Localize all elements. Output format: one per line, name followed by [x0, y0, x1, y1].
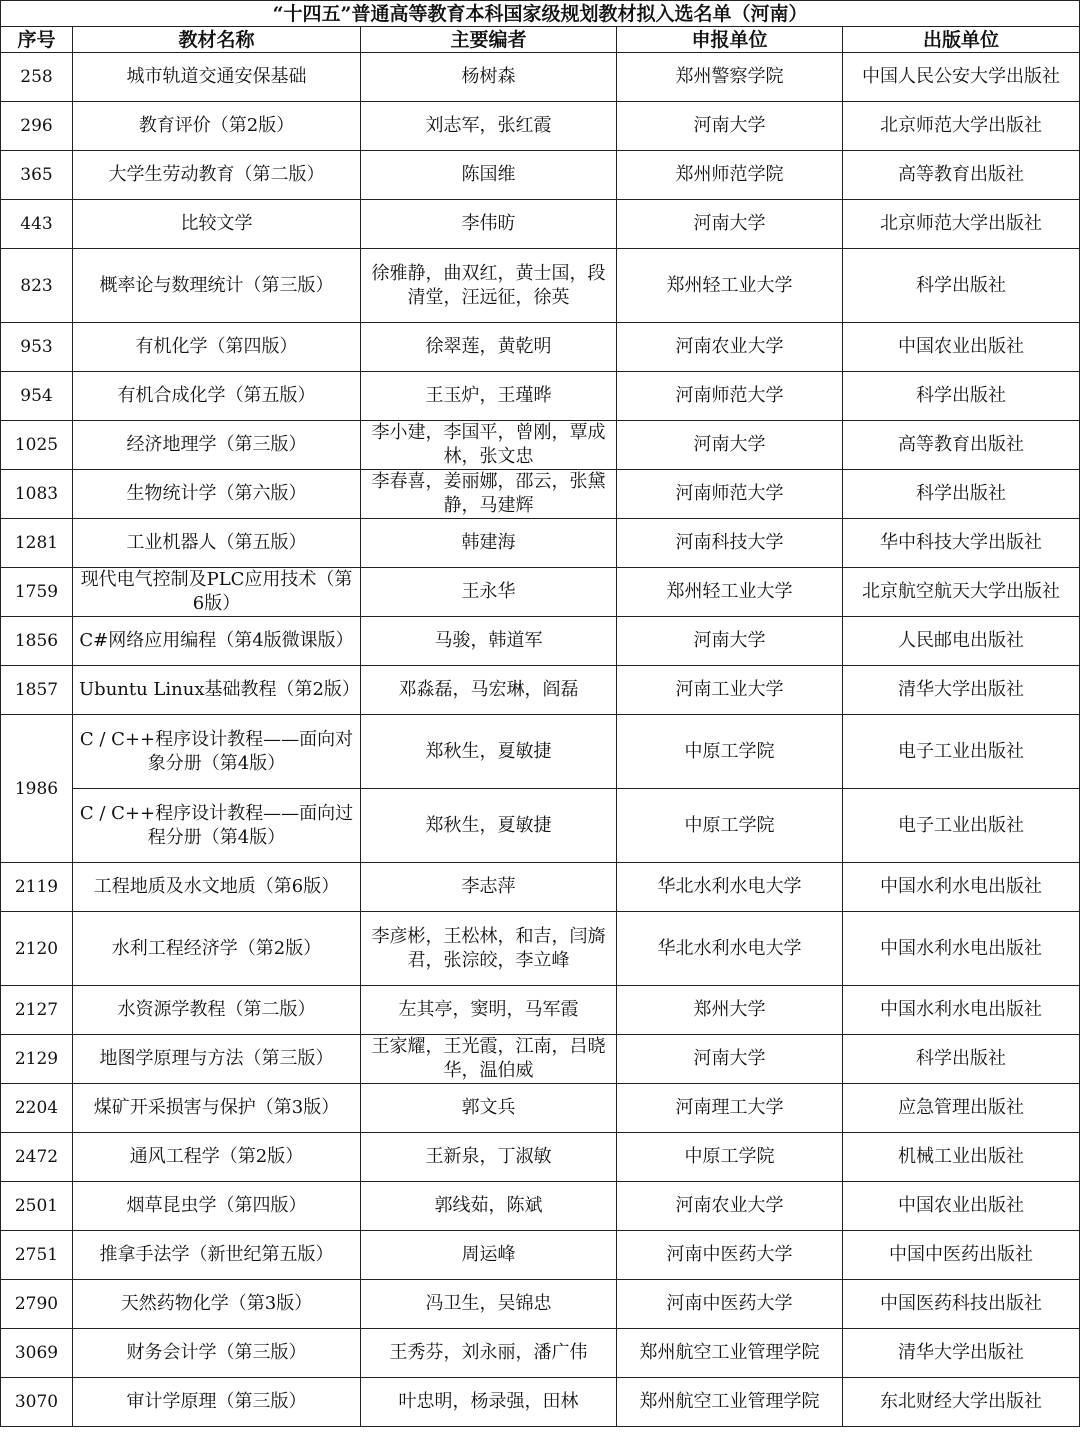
unit-cell: 中原工学院 [617, 715, 843, 789]
serial-cell: 1083 [1, 470, 73, 519]
table-row [1, 986, 1080, 1035]
serial-cell: 1025 [1, 421, 73, 470]
press-cell: 中国农业出版社 [843, 1182, 1080, 1231]
press-cell: 机械工业出版社 [843, 1133, 1080, 1182]
serial-cell: 953 [1, 323, 73, 372]
editors-cell: 杨树森 [361, 53, 617, 102]
unit-cell: 河南大学 [617, 421, 843, 470]
unit-cell: 华北水利水电大学 [617, 912, 843, 986]
editors-cell: 徐翠莲，黄乾明 [361, 323, 617, 372]
serial-cell: 365 [1, 151, 73, 200]
press-cell: 科学出版社 [843, 372, 1080, 421]
editors-cell: 郭线茹，陈斌 [361, 1182, 617, 1231]
serial-cell: 2790 [1, 1280, 73, 1329]
name-cell: 城市轨道交通安保基础 [73, 53, 361, 102]
name-cell: 概率论与数理统计（第三版） [73, 249, 361, 323]
editors-cell: 刘志军，张红霞 [361, 102, 617, 151]
table-row [1, 912, 1080, 986]
serial-cell: 2472 [1, 1133, 73, 1182]
name-cell: C / C++程序设计教程——面向对象分册（第4版） [73, 715, 361, 789]
unit-cell: 河南科技大学 [617, 519, 843, 568]
table-row [1, 470, 1080, 519]
unit-cell: 中原工学院 [617, 1133, 843, 1182]
press-cell: 人民邮电出版社 [843, 617, 1080, 666]
editors-cell: 马骏，韩道军 [361, 617, 617, 666]
serial-cell: 296 [1, 102, 73, 151]
unit-cell: 河南大学 [617, 102, 843, 151]
table-row [1, 519, 1080, 568]
header-serial: 序号 [1, 27, 73, 53]
table-row [1, 863, 1080, 912]
table-row [1, 102, 1080, 151]
press-cell: 高等教育出版社 [843, 421, 1080, 470]
editors-cell: 王秀芬，刘永丽，潘广伟 [361, 1329, 617, 1378]
serial-cell: 258 [1, 53, 73, 102]
name-cell: 比较文学 [73, 200, 361, 249]
name-cell: 生物统计学（第六版） [73, 470, 361, 519]
editors-cell: 王永华 [361, 568, 617, 617]
press-cell: 科学出版社 [843, 249, 1080, 323]
editors-cell: 周运峰 [361, 1231, 617, 1280]
unit-cell: 郑州航空工业管理学院 [617, 1378, 843, 1427]
name-cell: 工业机器人（第五版） [73, 519, 361, 568]
table-row [1, 1035, 1080, 1084]
name-cell: C#网络应用编程（第4版微课版） [73, 617, 361, 666]
table-row [1, 789, 1080, 863]
serial-cell: 954 [1, 372, 73, 421]
table-row [1, 1378, 1080, 1427]
table-row [1, 372, 1080, 421]
serial-cell: 2129 [1, 1035, 73, 1084]
page-title: “十四五”普通高等教育本科国家级规划教材拟入选名单（河南） [1, 1, 1080, 27]
editors-cell: 李春喜，姜丽娜，邵云，张黛静，马建辉 [361, 470, 617, 519]
table-row [1, 1329, 1080, 1378]
press-cell: 东北财经大学出版社 [843, 1378, 1080, 1427]
table-row [1, 53, 1080, 102]
serial-cell: 2501 [1, 1182, 73, 1231]
name-cell: 经济地理学（第三版） [73, 421, 361, 470]
name-cell: 水资源学教程（第二版） [73, 986, 361, 1035]
unit-cell: 河南中医药大学 [617, 1280, 843, 1329]
header-editors: 主要编者 [361, 27, 617, 53]
editors-cell: 郑秋生，夏敏捷 [361, 715, 617, 789]
unit-cell: 河南大学 [617, 1035, 843, 1084]
press-cell: 应急管理出版社 [843, 1084, 1080, 1133]
press-cell: 北京航空航天大学出版社 [843, 568, 1080, 617]
name-cell: Ubuntu Linux基础教程（第2版） [73, 666, 361, 715]
press-cell: 电子工业出版社 [843, 789, 1080, 863]
press-cell: 中国水利水电出版社 [843, 863, 1080, 912]
unit-cell: 华北水利水电大学 [617, 863, 843, 912]
name-cell: 现代电气控制及PLC应用技术（第6版） [73, 568, 361, 617]
unit-cell: 中原工学院 [617, 789, 843, 863]
unit-cell: 郑州大学 [617, 986, 843, 1035]
header-textbook-name: 教材名称 [73, 27, 361, 53]
serial-cell: 3070 [1, 1378, 73, 1427]
name-cell: 大学生劳动教育（第二版） [73, 151, 361, 200]
serial-cell: 1759 [1, 568, 73, 617]
table-row [1, 1133, 1080, 1182]
editors-cell: 李小建，李国平，曾刚，覃成林，张文忠 [361, 421, 617, 470]
table-row [1, 568, 1080, 617]
press-cell: 中国农业出版社 [843, 323, 1080, 372]
table-row [1, 715, 1080, 789]
name-cell: 有机化学（第四版） [73, 323, 361, 372]
unit-cell: 郑州航空工业管理学院 [617, 1329, 843, 1378]
serial-cell: 2751 [1, 1231, 73, 1280]
editors-cell: 冯卫生，吴锦忠 [361, 1280, 617, 1329]
press-cell: 中国水利水电出版社 [843, 986, 1080, 1035]
name-cell: 地图学原理与方法（第三版） [73, 1035, 361, 1084]
name-cell: 工程地质及水文地质（第6版） [73, 863, 361, 912]
unit-cell: 河南理工大学 [617, 1084, 843, 1133]
serial-cell: 2204 [1, 1084, 73, 1133]
press-cell: 中国人民公安大学出版社 [843, 53, 1080, 102]
press-cell: 北京师范大学出版社 [843, 200, 1080, 249]
name-cell: 水利工程经济学（第2版） [73, 912, 361, 986]
name-cell: 审计学原理（第三版） [73, 1378, 361, 1427]
name-cell: 天然药物化学（第3版） [73, 1280, 361, 1329]
serial-cell: 443 [1, 200, 73, 249]
press-cell: 高等教育出版社 [843, 151, 1080, 200]
table-row [1, 151, 1080, 200]
editors-cell: 郑秋生，夏敏捷 [361, 789, 617, 863]
press-cell: 科学出版社 [843, 470, 1080, 519]
table-row [1, 1231, 1080, 1280]
table-row [1, 666, 1080, 715]
unit-cell: 郑州警察学院 [617, 53, 843, 102]
name-cell: C / C++程序设计教程——面向过程分册（第4版） [73, 789, 361, 863]
press-cell: 华中科技大学出版社 [843, 519, 1080, 568]
editors-cell: 王新泉，丁淑敏 [361, 1133, 617, 1182]
serial-cell: 1857 [1, 666, 73, 715]
editors-cell: 王玉炉，王瑾晔 [361, 372, 617, 421]
editors-cell: 叶忠明，杨录强，田林 [361, 1378, 617, 1427]
name-cell: 推拿手法学（新世纪第五版） [73, 1231, 361, 1280]
editors-cell: 王家耀，王光霞，江南，吕晓华，温伯威 [361, 1035, 617, 1084]
unit-cell: 河南大学 [617, 200, 843, 249]
editors-cell: 左其亭，窦明，马军霞 [361, 986, 617, 1035]
unit-cell: 郑州轻工业大学 [617, 568, 843, 617]
header-publisher: 出版单位 [843, 27, 1080, 53]
press-cell: 中国水利水电出版社 [843, 912, 1080, 986]
unit-cell: 郑州师范学院 [617, 151, 843, 200]
table-row [1, 421, 1080, 470]
name-cell: 教育评价（第2版） [73, 102, 361, 151]
unit-cell: 河南师范大学 [617, 372, 843, 421]
name-cell: 煤矿开采损害与保护（第3版） [73, 1084, 361, 1133]
editors-cell: 郭文兵 [361, 1084, 617, 1133]
editors-cell: 李志萍 [361, 863, 617, 912]
press-cell: 中国中医药出版社 [843, 1231, 1080, 1280]
name-cell: 财务会计学（第三版） [73, 1329, 361, 1378]
unit-cell: 河南农业大学 [617, 323, 843, 372]
serial-cell: 2120 [1, 912, 73, 986]
serial-cell: 3069 [1, 1329, 73, 1378]
editors-cell: 李伟昉 [361, 200, 617, 249]
name-cell: 通风工程学（第2版） [73, 1133, 361, 1182]
press-cell: 北京师范大学出版社 [843, 102, 1080, 151]
unit-cell: 河南工业大学 [617, 666, 843, 715]
serial-cell: 2119 [1, 863, 73, 912]
table-row [1, 200, 1080, 249]
editors-cell: 邓淼磊，马宏琳，阎磊 [361, 666, 617, 715]
table-row [1, 1182, 1080, 1231]
unit-cell: 郑州轻工业大学 [617, 249, 843, 323]
serial-cell: 1281 [1, 519, 73, 568]
name-cell: 有机合成化学（第五版） [73, 372, 361, 421]
table-row [1, 1084, 1080, 1133]
table-header-row [1, 27, 1080, 53]
editors-cell: 韩建海 [361, 519, 617, 568]
unit-cell: 河南大学 [617, 617, 843, 666]
header-applying-unit: 申报单位 [617, 27, 843, 53]
serial-cell: 823 [1, 249, 73, 323]
table-row [1, 249, 1080, 323]
unit-cell: 河南农业大学 [617, 1182, 843, 1231]
editors-cell: 李彦彬，王松林，和吉，闫旖君，张淙皎，李立峰 [361, 912, 617, 986]
editors-cell: 徐雅静，曲双红，黄士国，段清堂，汪远征，徐英 [361, 249, 617, 323]
press-cell: 清华大学出版社 [843, 666, 1080, 715]
name-cell: 烟草昆虫学（第四版） [73, 1182, 361, 1231]
serial-cell: 2127 [1, 986, 73, 1035]
press-cell: 科学出版社 [843, 1035, 1080, 1084]
table-row [1, 617, 1080, 666]
press-cell: 清华大学出版社 [843, 1329, 1080, 1378]
unit-cell: 河南师范大学 [617, 470, 843, 519]
unit-cell: 河南中医药大学 [617, 1231, 843, 1280]
serial-cell: 1986 [1, 715, 73, 863]
table-row [1, 1280, 1080, 1329]
table-row [1, 323, 1080, 372]
serial-cell: 1856 [1, 617, 73, 666]
editors-cell: 陈国维 [361, 151, 617, 200]
press-cell: 中国医药科技出版社 [843, 1280, 1080, 1329]
press-cell: 电子工业出版社 [843, 715, 1080, 789]
